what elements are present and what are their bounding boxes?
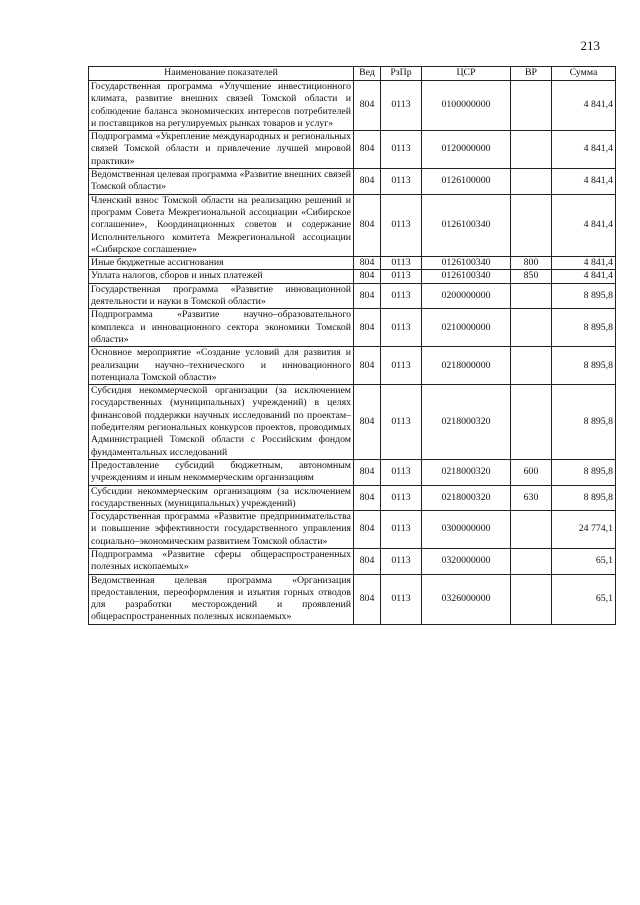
row-ved: 804	[354, 511, 381, 549]
row-rzpr: 0113	[381, 81, 422, 131]
page-number: 213	[580, 38, 600, 53]
row-vr	[511, 169, 552, 195]
row-ved: 804	[354, 385, 381, 460]
row-csr: 0200000000	[422, 283, 511, 309]
row-vr: 630	[511, 485, 552, 511]
row-name: Ведомственная целевая программа «Развитие внешних связей Томской области»	[89, 169, 354, 195]
table-row	[89, 194, 616, 256]
row-vr	[511, 283, 552, 309]
row-vr	[511, 81, 552, 131]
row-rzpr: 0113	[381, 194, 422, 256]
row-ved: 804	[354, 574, 381, 624]
row-vr	[511, 309, 552, 347]
row-ved: 804	[354, 257, 381, 270]
row-csr: 0126100340	[422, 270, 511, 283]
row-sum: 4 841,4	[552, 270, 616, 283]
row-ved: 804	[354, 194, 381, 256]
row-vr	[511, 131, 552, 169]
row-name: Иные бюджетные ассигнования	[89, 257, 354, 270]
table-row	[89, 270, 616, 283]
row-rzpr: 0113	[381, 309, 422, 347]
row-rzpr: 0113	[381, 485, 422, 511]
row-rzpr: 0113	[381, 459, 422, 485]
row-sum: 4 841,4	[552, 194, 616, 256]
table-body	[89, 81, 616, 625]
row-sum: 8 895,8	[552, 283, 616, 309]
row-vr	[511, 194, 552, 256]
table-row	[89, 548, 616, 574]
table-row	[89, 81, 616, 131]
row-rzpr: 0113	[381, 169, 422, 195]
table-row	[89, 385, 616, 460]
row-ved: 804	[354, 459, 381, 485]
row-sum: 4 841,4	[552, 81, 616, 131]
row-rzpr: 0113	[381, 257, 422, 270]
budget-table	[88, 66, 616, 625]
row-ved: 804	[354, 81, 381, 131]
row-sum: 4 841,4	[552, 169, 616, 195]
row-ved: 804	[354, 270, 381, 283]
row-ved: 804	[354, 283, 381, 309]
row-ved: 804	[354, 309, 381, 347]
header-vr: ВР	[511, 67, 552, 81]
row-sum: 24 774,1	[552, 511, 616, 549]
row-csr: 0218000320	[422, 385, 511, 460]
row-name: Ведомственная целевая программа «Организация предоставления, переоформления и изъятия горных отводов для разработки месторождений и проявлений общераспространенных полезных ископаемых»	[89, 574, 354, 624]
row-sum: 4 841,4	[552, 131, 616, 169]
header-row	[89, 67, 616, 81]
row-ved: 804	[354, 548, 381, 574]
row-sum: 8 895,8	[552, 385, 616, 460]
table-row	[89, 131, 616, 169]
row-name: Субсидия некоммерческой организации (за исключением государственных (муниципальных) учреждений) в целях финансовой поддержки научных исследований по проектам–победителям региональных конкурсов проектов, проводимых Администрацией Томской области с Российским фондом фундаментальных исследований	[89, 385, 354, 460]
table-row	[89, 309, 616, 347]
row-vr	[511, 574, 552, 624]
row-rzpr: 0113	[381, 385, 422, 460]
row-name: Государственная программа «Улучшение инвестиционного климата, развитие внешних связей Томской области и соблюдение баланса экономических интересов потребителей и поставщиков на регулируемых рынках товаров и услуг»	[89, 81, 354, 131]
row-csr: 0126100000	[422, 169, 511, 195]
row-csr: 0320000000	[422, 548, 511, 574]
header-csr: ЦСР	[422, 67, 511, 81]
row-sum: 65,1	[552, 548, 616, 574]
row-rzpr: 0113	[381, 574, 422, 624]
row-csr: 0218000320	[422, 459, 511, 485]
row-ved: 804	[354, 485, 381, 511]
row-name: Основное мероприятие «Создание условий для развития и реализации научно–технического и инновационного потенциала Томской области»	[89, 347, 354, 385]
row-name: Предоставление субсидий бюджетным, автономным учреждениям и иным некоммерческим организациям	[89, 459, 354, 485]
row-vr	[511, 385, 552, 460]
row-vr: 850	[511, 270, 552, 283]
row-vr	[511, 548, 552, 574]
row-rzpr: 0113	[381, 511, 422, 549]
row-sum: 8 895,8	[552, 347, 616, 385]
table-row	[89, 511, 616, 549]
row-name: Членский взнос Томской области на реализацию решений и программ Совета Межрегиональной ассоциации «Сибирское соглашение», Координационных советов и содержание Исполнительного комитета Межрегиональной ассоциации «Сибирское соглашение»	[89, 194, 354, 256]
row-csr: 0218000320	[422, 485, 511, 511]
row-csr: 0100000000	[422, 81, 511, 131]
row-rzpr: 0113	[381, 347, 422, 385]
row-sum: 4 841,4	[552, 257, 616, 270]
row-csr: 0218000000	[422, 347, 511, 385]
row-ved: 804	[354, 131, 381, 169]
row-csr: 0126100340	[422, 257, 511, 270]
row-rzpr: 0113	[381, 283, 422, 309]
row-rzpr: 0113	[381, 131, 422, 169]
table-row	[89, 485, 616, 511]
row-name: Государственная программа «Развитие предпринимательства и повышение эффективности государственного управления социально–экономическим развитием Томской области»	[89, 511, 354, 549]
row-csr: 0326000000	[422, 574, 511, 624]
row-sum: 8 895,8	[552, 309, 616, 347]
row-csr: 0210000000	[422, 309, 511, 347]
row-vr: 600	[511, 459, 552, 485]
row-csr: 0120000000	[422, 131, 511, 169]
row-csr: 0300000000	[422, 511, 511, 549]
table-row	[89, 169, 616, 195]
row-vr: 800	[511, 257, 552, 270]
row-name: Уплата налогов, сборов и иных платежей	[89, 270, 354, 283]
table-header	[89, 67, 616, 81]
row-sum: 8 895,8	[552, 485, 616, 511]
row-vr	[511, 511, 552, 549]
table-row	[89, 347, 616, 385]
row-ved: 804	[354, 347, 381, 385]
row-name: Подпрограмма «Развитие сферы общераспространенных полезных ископаемых»	[89, 548, 354, 574]
header-rzpr: РзПр	[381, 67, 422, 81]
row-vr	[511, 347, 552, 385]
row-csr: 0126100340	[422, 194, 511, 256]
header-ved: Вед	[354, 67, 381, 81]
row-ved: 804	[354, 169, 381, 195]
table-row	[89, 574, 616, 624]
row-name: Государственная программа «Развитие инновационной деятельности и науки в Томской области»	[89, 283, 354, 309]
row-rzpr: 0113	[381, 548, 422, 574]
row-rzpr: 0113	[381, 270, 422, 283]
row-name: Субсидии некоммерческим организациям (за исключением государственных (муниципальных) учреждений)	[89, 485, 354, 511]
row-name: Подпрограмма «Укрепление международных и региональных связей Томской области и привлечение лучшей мировой практики»	[89, 131, 354, 169]
header-name: Наименование показателей	[89, 67, 354, 81]
row-sum: 65,1	[552, 574, 616, 624]
row-sum: 8 895,8	[552, 459, 616, 485]
table-row	[89, 459, 616, 485]
table-row	[89, 283, 616, 309]
header-sum: Сумма	[552, 67, 616, 81]
row-name: Подпрограмма «Развитие научно–образовательного комплекса и инновационного сектора экономики Томской области»	[89, 309, 354, 347]
table-row	[89, 257, 616, 270]
